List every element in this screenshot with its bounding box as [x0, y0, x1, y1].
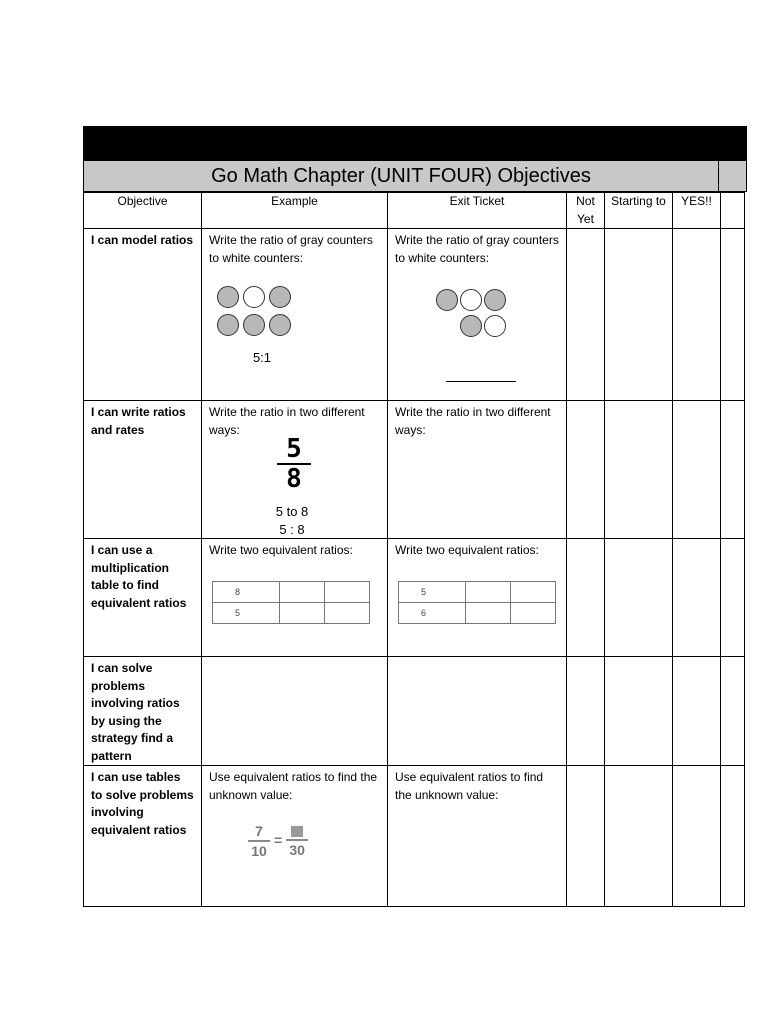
table-row — [84, 657, 745, 766]
example-prompt: Write two equivalent ratios: — [209, 543, 353, 557]
starting-to-checkbox-cell[interactable] — [605, 401, 673, 539]
starting-to-checkbox-cell[interactable] — [605, 229, 673, 401]
exit-ticket-cell — [388, 539, 567, 657]
not-yet-checkbox-cell[interactable] — [567, 539, 605, 657]
extra-cell — [721, 229, 745, 401]
exit-ticket-cell — [388, 766, 567, 907]
gray-counter — [243, 314, 265, 336]
yes-checkbox-cell[interactable] — [673, 401, 721, 539]
exit-prompt: Write two equivalent ratios: — [395, 543, 539, 557]
fraction-numerator: 5 — [286, 434, 302, 464]
ratio-table-cell: 5 — [399, 582, 466, 603]
ratio-table-cell: 6 — [399, 603, 466, 624]
exit-prompt: Write the ratio of gray counters to white counters: — [395, 233, 559, 265]
yes-checkbox-cell[interactable] — [673, 539, 721, 657]
example-fraction — [277, 434, 311, 494]
example-equation — [248, 824, 308, 858]
table-row — [84, 229, 745, 401]
not-yet-checkbox-cell[interactable] — [567, 229, 605, 401]
example-prompt: Use equivalent ratios to find the unknown value: — [209, 770, 378, 802]
page-title: Go Math Chapter (UNIT FOUR) Objectives — [83, 160, 719, 192]
starting-to-checkbox-cell[interactable] — [605, 766, 673, 907]
objectives-sheet — [83, 126, 747, 905]
example-cell — [202, 401, 388, 539]
white-counter — [484, 315, 506, 337]
exit-ticket-cell — [388, 657, 567, 766]
equation-left-fraction: 7 10 — [248, 824, 270, 858]
gray-counter — [484, 289, 506, 311]
objectives-table — [83, 192, 745, 907]
header-not-yet: Not Yet — [567, 193, 605, 229]
example-answer: 5:1 — [252, 350, 272, 365]
exit-ticket-cell — [388, 401, 567, 539]
equals-sign: = — [274, 832, 283, 849]
header-example: Example — [202, 193, 388, 229]
exit-prompt: Use equivalent ratios to find the unknown value: — [395, 770, 544, 802]
objective-cell: I can solve problems involving ratios by using the strategy find a pattern — [84, 657, 202, 766]
gray-counter — [269, 314, 291, 336]
gray-counter — [269, 286, 291, 308]
extra-cell — [721, 401, 745, 539]
white-counter — [460, 289, 482, 311]
header-extra — [721, 193, 745, 229]
table-row — [84, 766, 745, 907]
gray-counter — [460, 315, 482, 337]
starting-to-checkbox-cell[interactable] — [605, 539, 673, 657]
not-yet-checkbox-cell[interactable] — [567, 766, 605, 907]
yes-checkbox-cell[interactable] — [673, 766, 721, 907]
table-row — [84, 401, 745, 539]
title-bar-end — [719, 160, 747, 192]
ratio-table-cell: 8 — [213, 582, 280, 603]
table-row — [84, 539, 745, 657]
example-prompt: Write the ratio of gray counters to white counters: — [209, 233, 373, 265]
objective-cell: I can write ratios and rates — [84, 401, 202, 539]
objective-cell: I can model ratios — [84, 229, 202, 401]
objective-cell: I can use tables to solve problems involving equivalent ratios — [84, 766, 202, 907]
exit-prompt: Write the ratio in two different ways: — [395, 405, 551, 437]
yes-checkbox-cell[interactable] — [673, 657, 721, 766]
example-prompt: Write the ratio in two different ways: — [209, 405, 365, 437]
example-answer-colon: 5 : 8 — [279, 522, 305, 537]
yes-checkbox-cell[interactable] — [673, 229, 721, 401]
header-objective: Objective — [84, 193, 202, 229]
header-row — [84, 193, 745, 229]
example-cell — [202, 539, 388, 657]
example-cell — [202, 657, 388, 766]
example-cell — [202, 766, 388, 907]
unknown-box-icon — [291, 826, 303, 837]
header-exit-ticket: Exit Ticket — [388, 193, 567, 229]
header-yes: YES!! — [673, 193, 721, 229]
example-ratio-table — [212, 581, 370, 624]
extra-cell — [721, 766, 745, 907]
exit-ratio-table — [398, 581, 556, 624]
example-cell — [202, 229, 388, 401]
gray-counter — [436, 289, 458, 311]
ratio-table-cell: 5 — [213, 603, 280, 624]
example-answer-words: 5 to 8 — [275, 504, 309, 519]
not-yet-checkbox-cell[interactable] — [567, 401, 605, 539]
equation-right-fraction: 30 — [286, 826, 308, 857]
objective-cell: I can use a multiplication table to find equivalent ratios — [84, 539, 202, 657]
gray-counter — [217, 314, 239, 336]
answer-blank[interactable] — [446, 381, 516, 382]
header-black-bar — [83, 126, 747, 160]
header-starting-to: Starting to — [605, 193, 673, 229]
starting-to-checkbox-cell[interactable] — [605, 657, 673, 766]
fraction-denominator: 8 — [286, 464, 302, 494]
extra-cell — [721, 539, 745, 657]
extra-cell — [721, 657, 745, 766]
exit-ticket-cell — [388, 229, 567, 401]
not-yet-checkbox-cell[interactable] — [567, 657, 605, 766]
gray-counter — [217, 286, 239, 308]
white-counter — [243, 286, 265, 308]
